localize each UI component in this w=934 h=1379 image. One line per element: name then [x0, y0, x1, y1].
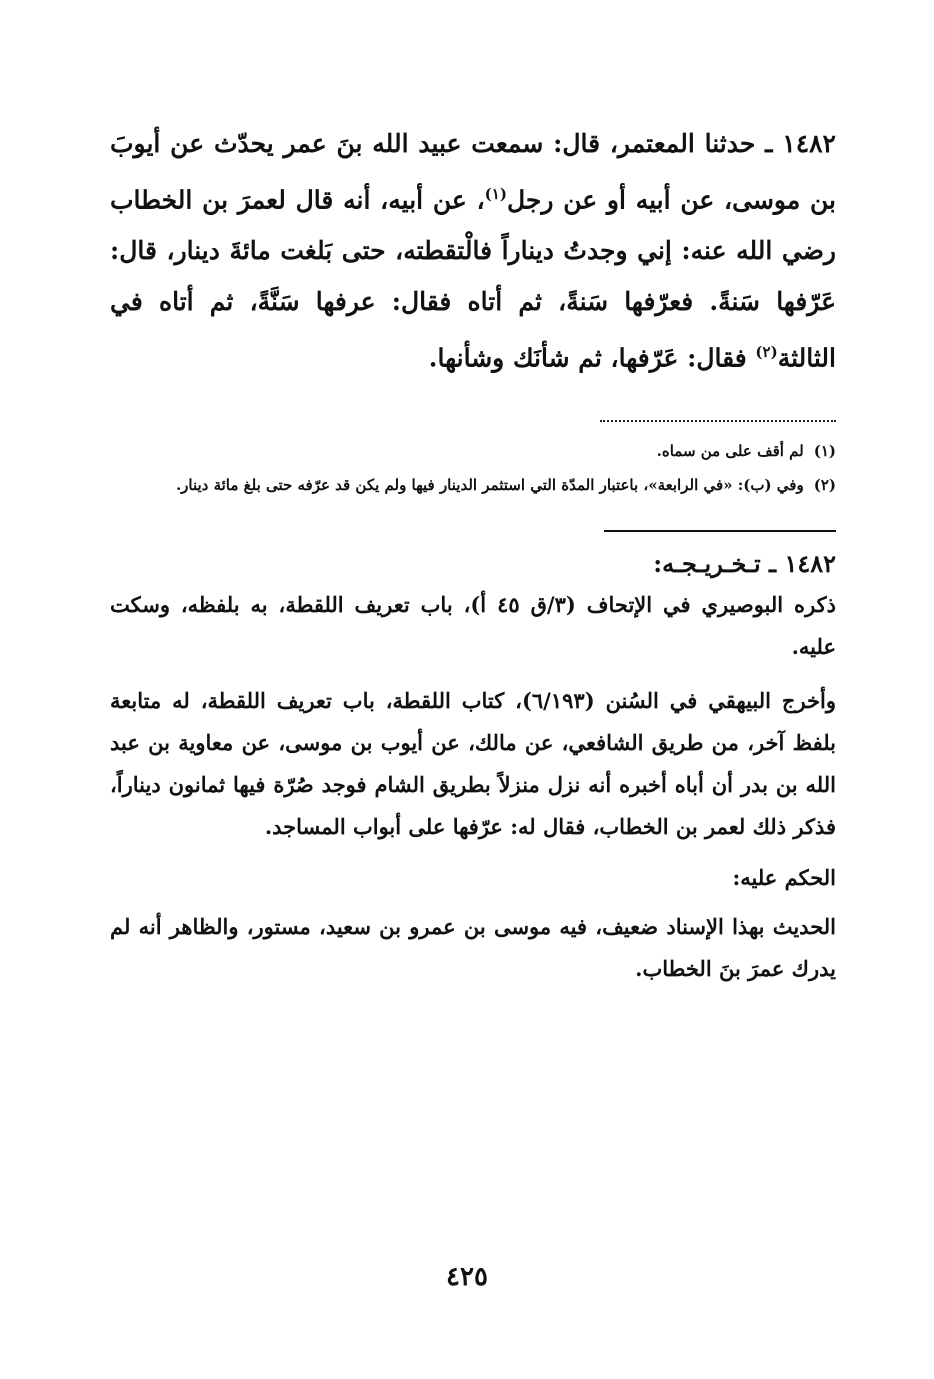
- page-number: ٤٢٥: [446, 1262, 488, 1292]
- section-divider: [604, 530, 836, 532]
- hadith-text: [110, 118, 836, 384]
- footnote-2: [110, 470, 836, 500]
- ruling-text: الحديث بهذا الإسناد ضعيف، فيه موسى بن عمرو بن سعيد، مستور، والظاهر أنه لم يدرك عمرَ بنَ الخطاب.: [110, 913, 836, 981]
- footnote-text: لم أقف على من سماه.: [656, 441, 804, 460]
- hadith-line-4: فقال: عَرّفها، ثم شأنَك وشأنها.: [428, 343, 756, 373]
- footnotes: [110, 436, 836, 500]
- takhrij-paragraph-2: وأخرج البيهقي في السُنن (٦/١٩٣)، كتاب اللقطة، باب تعريف اللقطة، له متابعة بلفظ آخر، من طريق الشافعي، عن مالك، عن أيوب بن موسى، عن معاوية بن عبد الله بن بدر أن أباه أخبره أنه نزل منزلاً بطريق الشام فوجد صُرّة فيها ثمانون ديناراً، فذكر ذلك لعمر بن الخطاب، فقال له: عرّفها على أبواب المساجد.: [110, 687, 836, 839]
- hadith-line-3: ، عن أبيه، أنه قال لعمرَ بن الخطاب رضي الله عنه: إني وجدتُ ديناراً فالْتقطته، حتى بَلغت مائةَ دينار، قال: عَرّفها سَنةً. فعرّفها سَنةً، ثم أتاه فقال: عرفها سَنَّةً، ثم أتاه في الثالثة: [110, 185, 836, 373]
- ruling-heading: الحكم عليه:: [732, 864, 836, 890]
- footnote-ref-2: (٢): [755, 343, 778, 362]
- footnote-separator: [600, 406, 836, 422]
- footnote-number: (٢): [813, 475, 836, 494]
- hadith-line-2: عن أيوبَ بن موسى، عن أبيه أو عن رجل: [110, 129, 836, 215]
- takhrij-heading: ١٤٨٢ ـ تـخـريـجـه:: [653, 548, 836, 578]
- footnote-text: وفي (ب): «في الرابعة»، باعتبار المدّة التي استثمر الدينار فيها ولم يكن قد عرّفه حتى بلغ مائة دينار.: [175, 475, 804, 494]
- footnote-ref-1: (١): [484, 185, 507, 203]
- footnote-number: (١): [813, 441, 836, 460]
- footnote-1: [110, 436, 836, 466]
- hadith-line-1: ١٤٨٢ ـ حدثنا المعتمر، قال: سمعت عبيد الله بنَ عمر يحدّث: [213, 129, 836, 158]
- takhrij-paragraph-1: ذكره البوصيري في الإتحاف (٣/ق ٤٥ أ)، باب تعريف اللقطة، به بلفظه، وسكت عليه.: [110, 591, 836, 659]
- page-body: [110, 118, 836, 1002]
